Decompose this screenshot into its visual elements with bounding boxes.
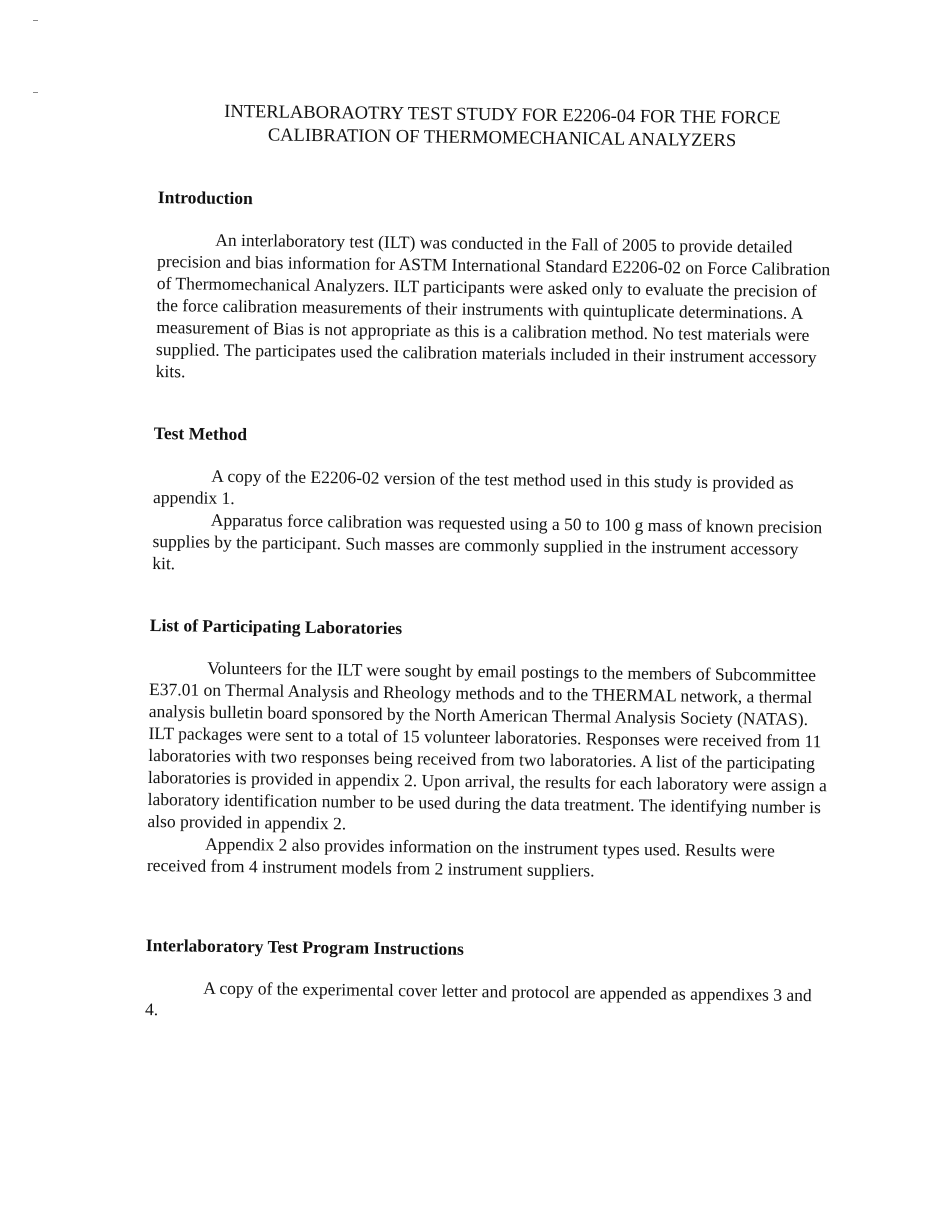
title-line-2: CALIBRATION OF THERMOMECHANICAL ANALYZERS [267,125,737,152]
section-participating-labs [147,614,830,884]
section-heading: Test Method [153,422,248,445]
scan-mark [33,92,38,93]
section-introduction [156,186,838,390]
paragraph: Volunteers for the ILT were sought by email postings to the members of Subcommittee E37.01 on Thermal Analysis and Rheology methods and to the THERMAL network, a thermal analysis bulletin board sponsored by the North American Thermal Analysis Society (NATAS). ILT packages were sent to a total of 15 volunteer laboratories. Responses were received from 11 laboratories with two responses being received from two laboratories. A list of the participating laboratories is provided in appendix 2. Upon arrival, the results for each laboratory were assign a laboratory identification number to be used during the data treatment. The identifying number is also provided in appendix 2. [147,657,827,834]
paragraph: An interlaboratory test (ILT) was conducted in the Fall of 2005 to provide detailed precision and bias information for ASTM International Standard E2206-02 on Force Calibration of Thermomechanical Analyzers. ILT participants were asked only to evaluate the precision of the force calibration measurements of their instruments with quintuplicate determinations. A measurement of Bias is not appropriate as this is a calibration method. No test materials were supplied. The participates used the calibration materials included in their instrument accessory kits. [155,229,831,382]
paragraph: A copy of the experimental cover letter and protocol are appended as appendixes 3 and 4. [144,977,812,1020]
scan-mark [33,20,38,21]
section-heading: Introduction [157,186,253,209]
paragraph: Apparatus force calibration was requested using a 50 to 100 g mass of known precision supplies by the participant. Such masses are commonly supplied in the instrument accessory kit. [152,509,823,574]
section-test-method [152,422,826,582]
paragraph: A copy of the E2206-02 version of the test method used in this study is provided as appendix 1. [152,465,794,508]
document-title [149,100,855,155]
paragraph: Appendix 2 also provides information on the instrument types used. Results were received from 4 instrument models from 2 instrument suppliers. [146,833,775,881]
section-heading: Interlaboratory Test Program Instructions [145,934,465,959]
section-test-program-instructions [145,934,818,1028]
title-line-1: INTERLABORAOTRY TEST STUDY FOR E2206-04 FOR THE FORCE [224,101,781,129]
section-heading: List of Participating Laboratories [149,614,403,639]
